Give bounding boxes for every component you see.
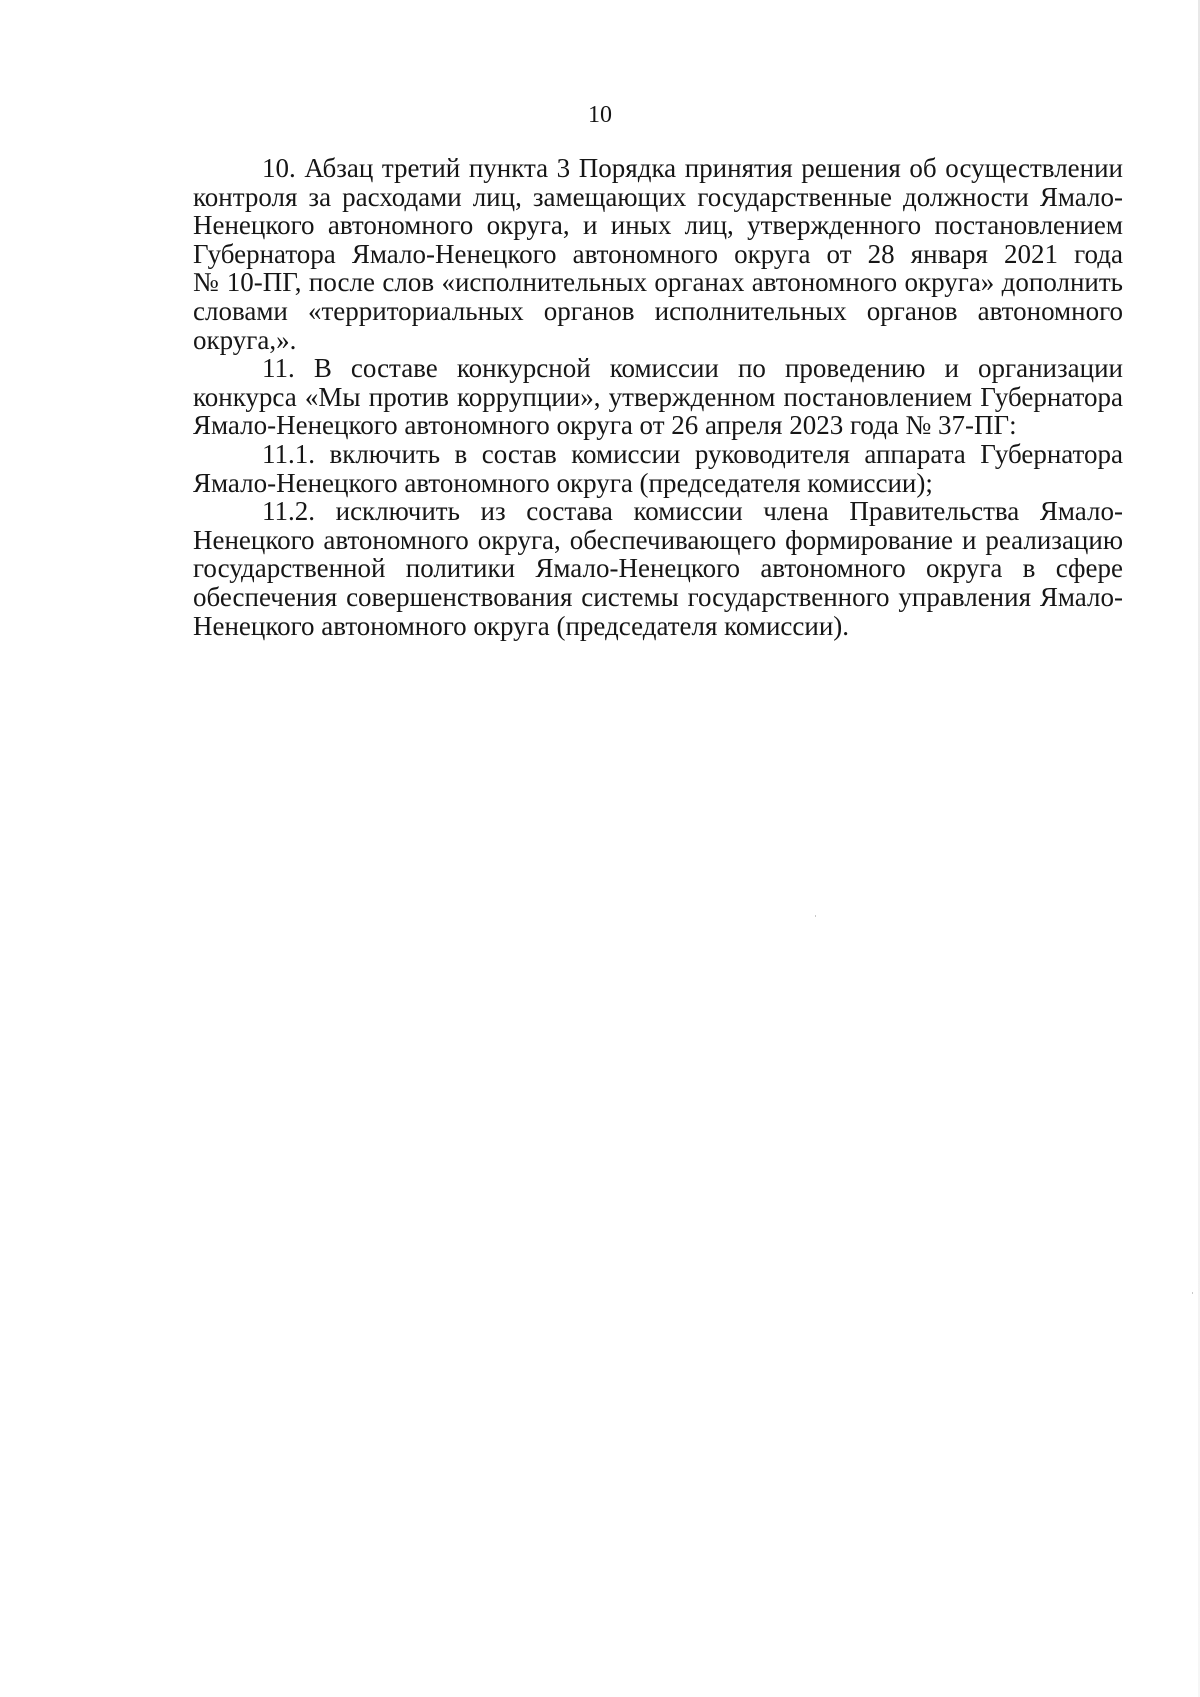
paragraph-line: округа,». — [193, 324, 297, 355]
paragraph-line: Ямало-Ненецкого автономного округа (председателя комиссии); — [193, 467, 933, 498]
paragraph-line: государственной политики Ямало-Ненецкого автономного округа в сфере — [193, 553, 1123, 584]
paragraph-line: Ненецкого автономного округа, и иных лиц, утвержденного постановлением — [193, 210, 1123, 241]
paragraph-line: обеспечения совершенствования системы государственного управления Ямало- — [193, 581, 1123, 612]
scan-speck — [815, 915, 816, 917]
paragraph-10 — [193, 154, 1123, 354]
paragraph-line: Ямало-Ненецкого автономного округа от 26 апреля 2023 года № 37-ПГ: — [193, 410, 1017, 441]
paragraph-line: Губернатора Ямало-Ненецкого автономного округа от 28 января 2021 года — [193, 238, 1123, 269]
page-number: 10 — [588, 102, 612, 128]
paragraph-11 — [193, 354, 1123, 440]
paragraph-line: Ненецкого автономного округа, обеспечивающего формирование и реализацию — [193, 524, 1123, 555]
paragraph-line: 11.2. исключить из состава комиссии члена Правительства Ямало- — [262, 496, 1123, 527]
document-body — [193, 154, 1123, 640]
paragraph-line: № 10-ПГ, после слов «исполнительных органах автономного округа» дополнить — [193, 267, 1123, 298]
scan-speck — [1192, 1292, 1193, 1294]
paragraph-line: контроля за расходами лиц, замещающих государственные должности Ямало- — [193, 181, 1123, 212]
paragraph-line: Ненецкого автономного округа (председателя комиссии). — [193, 610, 850, 641]
paragraph-11-1 — [193, 440, 1123, 497]
paragraph-line: 11.1. включить в состав комиссии руководителя аппарата Губернатора — [262, 438, 1123, 469]
paragraph-line: 10. Абзац третий пункта 3 Порядка принятия решения об осуществлении — [262, 153, 1123, 183]
paragraph-line: словами «территориальных органов исполнительных органов автономного — [193, 295, 1123, 326]
paragraph-line: конкурса «Мы против коррупции», утвержденном постановлением Губернатора — [193, 381, 1123, 412]
paragraph-11-2 — [193, 497, 1123, 640]
paragraph-line: 11. В составе конкурсной комиссии по проведению и организации — [262, 353, 1123, 384]
